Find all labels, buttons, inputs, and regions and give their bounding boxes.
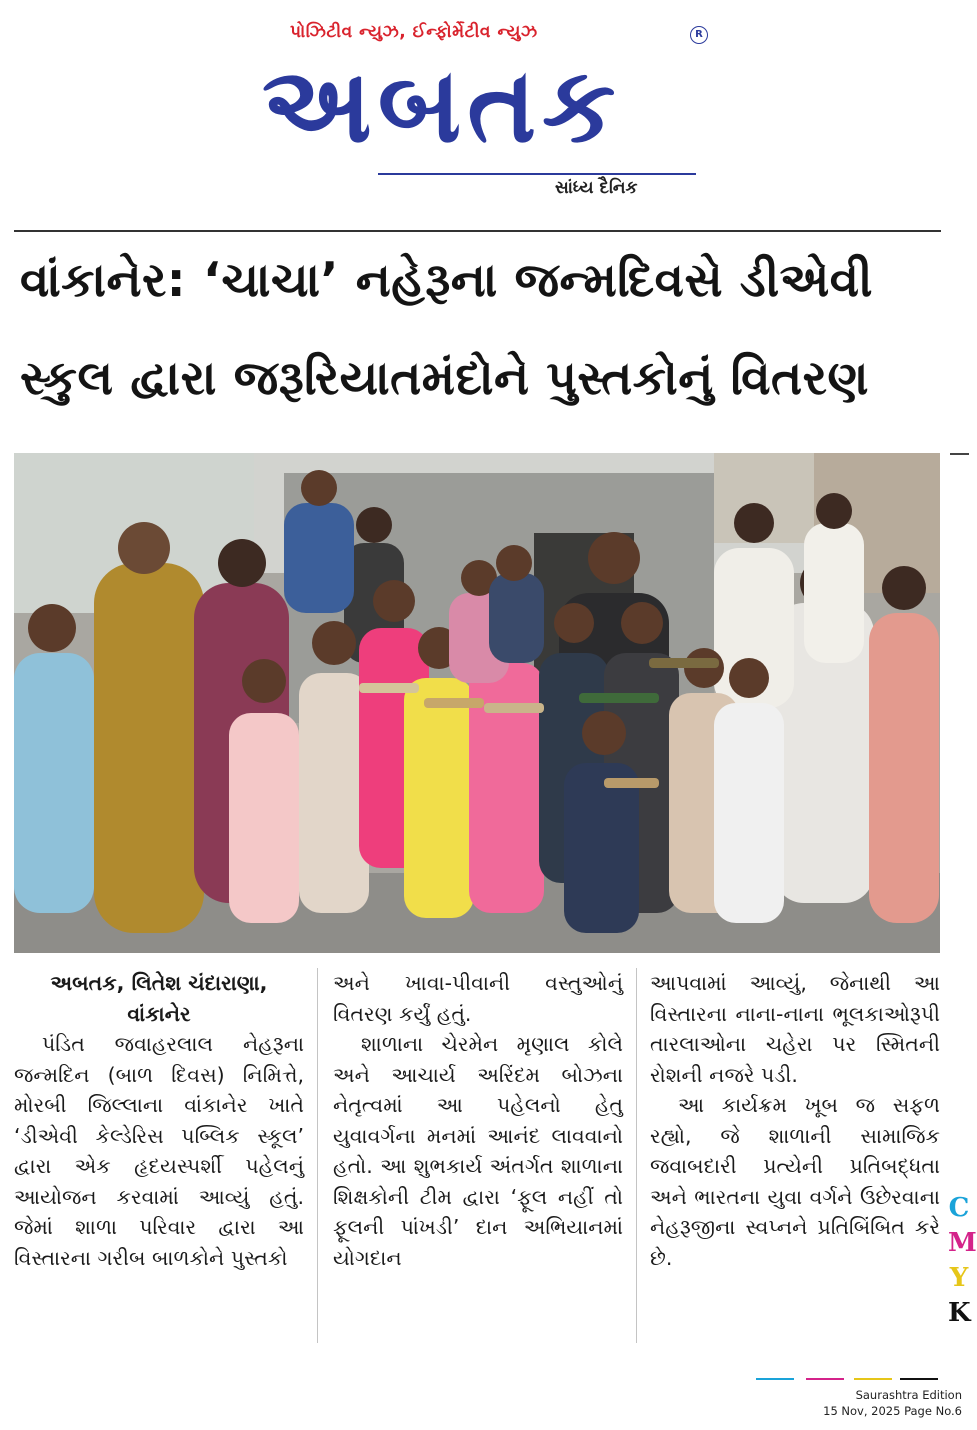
masthead-logo: અબતક (262, 44, 622, 166)
article-column-1 (14, 968, 304, 1273)
masthead-underline (378, 173, 696, 175)
article-paragraph: શાળાના ચેરમેન મૃણાલ કોલે અને આચાર્ય અરિંદમ બોઝના નેતૃત્વમાં આ પહેલનો હેતુ યુવાવર્ગના મનમાં આનંદ લાવવાનો હતો. આ શુભકાર્ય અંતર્ગત શાળાના શિક્ષકોની ટીમ દ્વારા ‘ફૂલ નહીં તો ફૂલની પાંખડી’ દાન અભિયાનમાં યોગદાન (333, 1032, 623, 1270)
cmyk-cyan: C (948, 1193, 970, 1223)
registered-mark-icon: R (690, 26, 708, 44)
article-column-2 (333, 968, 623, 1273)
page-info: 15 Nov, 2025 Page No.6 (823, 1404, 962, 1418)
cmyk-magenta: M (948, 1228, 977, 1258)
article-paragraph: આ કાર્યક્રમ ખૂબ જ સફળ રહ્યો, જે શાળાની સામાજિક જવાબદારી પ્રત્યેની પ્રતિબદ્ધતા અને ભારતના યુવા વર્ગને ઉછેરવાના નેહરૂજીના સ્વપ્નને પ્રતિબિંબિત કરે છે. (650, 1093, 940, 1270)
news-photo (14, 453, 940, 953)
edition-info (790, 1387, 962, 1419)
article-column-3 (650, 968, 940, 1273)
dateline: વાંકાનેર (127, 1001, 191, 1026)
cmyk-yellow: Y (949, 1263, 969, 1293)
registration-bar-black (900, 1378, 938, 1380)
registration-bar-cyan (756, 1378, 794, 1380)
cmyk-black: K (948, 1298, 971, 1328)
article-paragraph: પંડિત જવાહરલાલ નેહરૂના જન્મદિન (બાળ દિવસ) નિમિત્તે, મોરબી જિલ્લાના વાંકાનેર ખાતે ‘ડીએવી કેલ્ડેરિસ પબ્લિક સ્કૂલ’ દ્વારા એક હૃદયસ્પર્શી પહેલનું આયોજન કરવામાં આવ્યું હતું. જેમાં શાળા પરિવાર દ્વારા આ વિસ્તારના ગરીબ બાળકોને પુસ્તકો (14, 1032, 304, 1270)
edition-name: Saurashtra Edition (855, 1388, 962, 1402)
edge-tick (950, 453, 969, 455)
headline-line-2: સ્કુલ દ્વારા જરૂરિયાતમંદોને પુસ્તકોનું વિતરણ (20, 351, 869, 406)
registration-bar-magenta (806, 1378, 844, 1380)
column-divider (317, 968, 318, 1343)
masthead-tagline: પોઝિટીવ ન્યુઝ, ઈન્ફોર્મેટીવ ન્યુઝ (290, 22, 538, 42)
article-paragraph: આપવામાં આવ્યું, જેનાથી આ વિસ્તારના નાના-નાના ભૂલકાઓરૂપી તારલાઓના ચહેરા પર સ્મિતની રોશની નજરે પડી. (650, 971, 940, 1087)
masthead-subtitle: સાંધ્ય દૈનિક (555, 178, 638, 198)
article-paragraph: અને ખાવા-પીવાની વસ્તુઓનું વિતરણ કર્યું હતું. (333, 971, 623, 1026)
column-divider (636, 968, 637, 1343)
byline: અબતક, લિતેશ ચંદારાણા, (50, 971, 268, 995)
registration-bar-yellow (854, 1378, 892, 1380)
header-divider (14, 230, 941, 232)
headline-line-1: વાંકાનેર: ‘ચાચા’ નહેરૂના જન્મદિવસે ડીએવી (20, 253, 873, 308)
